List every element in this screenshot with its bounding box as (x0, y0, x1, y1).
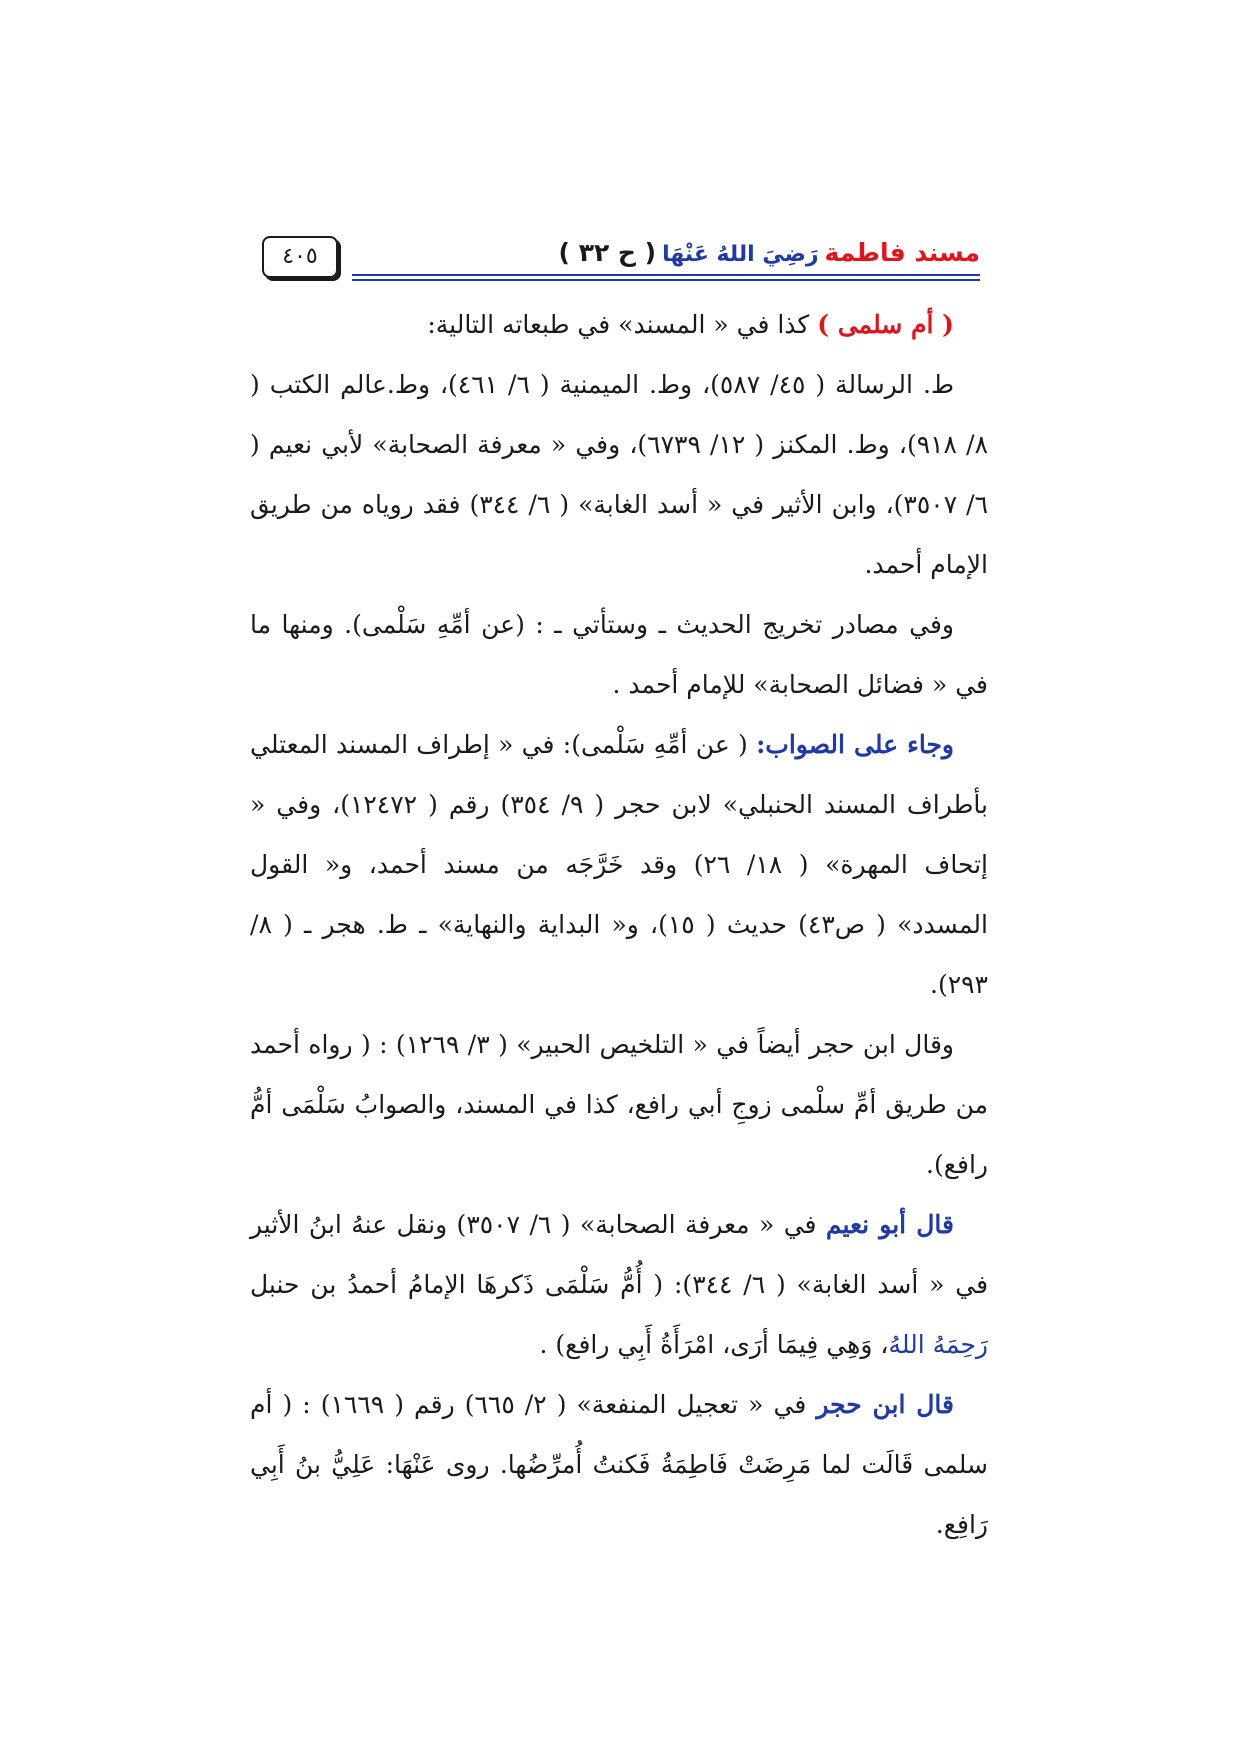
paragraph-text: ط. الرسالة ( ٤٥/ ٥٨٧)، وط. الميمنية ( ٦/ ٤٦١)، وط.عالم الكتب ( ٨/ ٩١٨)، وط. المكنز ( ١٢/ ٦٧٣٩)، وفي « معرفة الصحابة» لأبي نعيم ( ٦/ ٣٥٠٧)، وابن الأثير في « أسد الغابة» ( ٦/ ٣٤٤) فقد روياه من طريق الإمام أحمد. (250, 370, 988, 579)
paragraph-text: وفي مصادر تخريج الحديث ـ وستأتي ـ : (عن أمِّهِ سَلْمى). ومنها ما في « فضائل الصحابة» للإمام أحمد . (250, 610, 988, 699)
paragraph-6 (250, 1195, 988, 1375)
highlight-label: وجاء على الصواب: (756, 730, 954, 759)
paragraph-3 (250, 595, 988, 715)
paragraph-text: في « معرفة الصحابة» ( ٦/ ٣٥٠٧) ونقل عنهُ ابنُ الأثير في « أسد الغابة» ( ٦/ ٣٤٤): ( أُمُّ سَلْمَى ذَكرهَا الإمامُ أحمدُ بن حنبل (250, 1210, 989, 1299)
paragraph-text: ، وَهِي فِيمَا أرَى، امْرَأَةُ أَبِي رافع) . (539, 1330, 889, 1359)
paragraph-7 (250, 1375, 988, 1555)
body-text (250, 295, 988, 1555)
paragraph-5 (250, 1015, 988, 1195)
highlight-label: قال ابن حجر (816, 1390, 954, 1419)
highlight-name: ( أم سلمى ) (817, 310, 954, 339)
honorific-icon: رَضِيَ اللهُ عَنْهَا (662, 242, 819, 267)
hadith-number: ( ح ٣٢ ) (558, 238, 657, 267)
paragraph-text: وقال ابن حجر أيضاً في « التلخيص الحبير» ( ٣/ ١٢٦٩) : ( رواه أحمد من طريق أمِّ سلْمى زوجِ أبي رافع، كذا في المسند، والصوابُ سَلْمَى أمُّ رافع). (250, 1030, 988, 1179)
paragraph-text: في « تعجيل المنفعة» ( ٢/ ٦٦٥) رقم ( ١٦٦٩) : ( أم سلمى قَالَت لما مَرِضَتْ فَاطِمَةُ فَكنتُ أُمرِّضُها. روى عَنْهَا: عَلِيُّ بنُ أَبِي رَافِع. (250, 1390, 988, 1539)
honorific-inline: رَحِمَهُ اللهُ (888, 1330, 988, 1359)
header-divider (352, 274, 980, 281)
page-title (559, 236, 980, 272)
page-number: ٤٠٥ (262, 236, 338, 278)
paragraph-text: كذا في « المسند» في طبعاته التالية: (427, 310, 818, 339)
paragraph-2 (250, 355, 988, 595)
paragraph-1 (250, 295, 988, 355)
highlight-label: قال أبو نعيم (825, 1210, 954, 1239)
paragraph-text: ( عن أمِّهِ سَلْمى): في « إطراف المسند المعتلي بأطراف المسند الحنبلي» لابن حجر ( ٩/ ٣٥٤) رقم ( ١٢٤٧٢)، وفي « إتحاف المهرة» ( ١٨/ ٢٦) وقد خَرَّجَه من مسند أحمد، و« القول المسدد» ( ص٤٣) حديث ( ١٥)، و« البداية والنهاية» ـ ط. هجر ـ ( ٨/ ٢٩٣). (250, 730, 989, 999)
title-name: مسند فاطمة (824, 238, 980, 267)
page-header (262, 236, 980, 280)
paragraph-4 (250, 715, 988, 1015)
